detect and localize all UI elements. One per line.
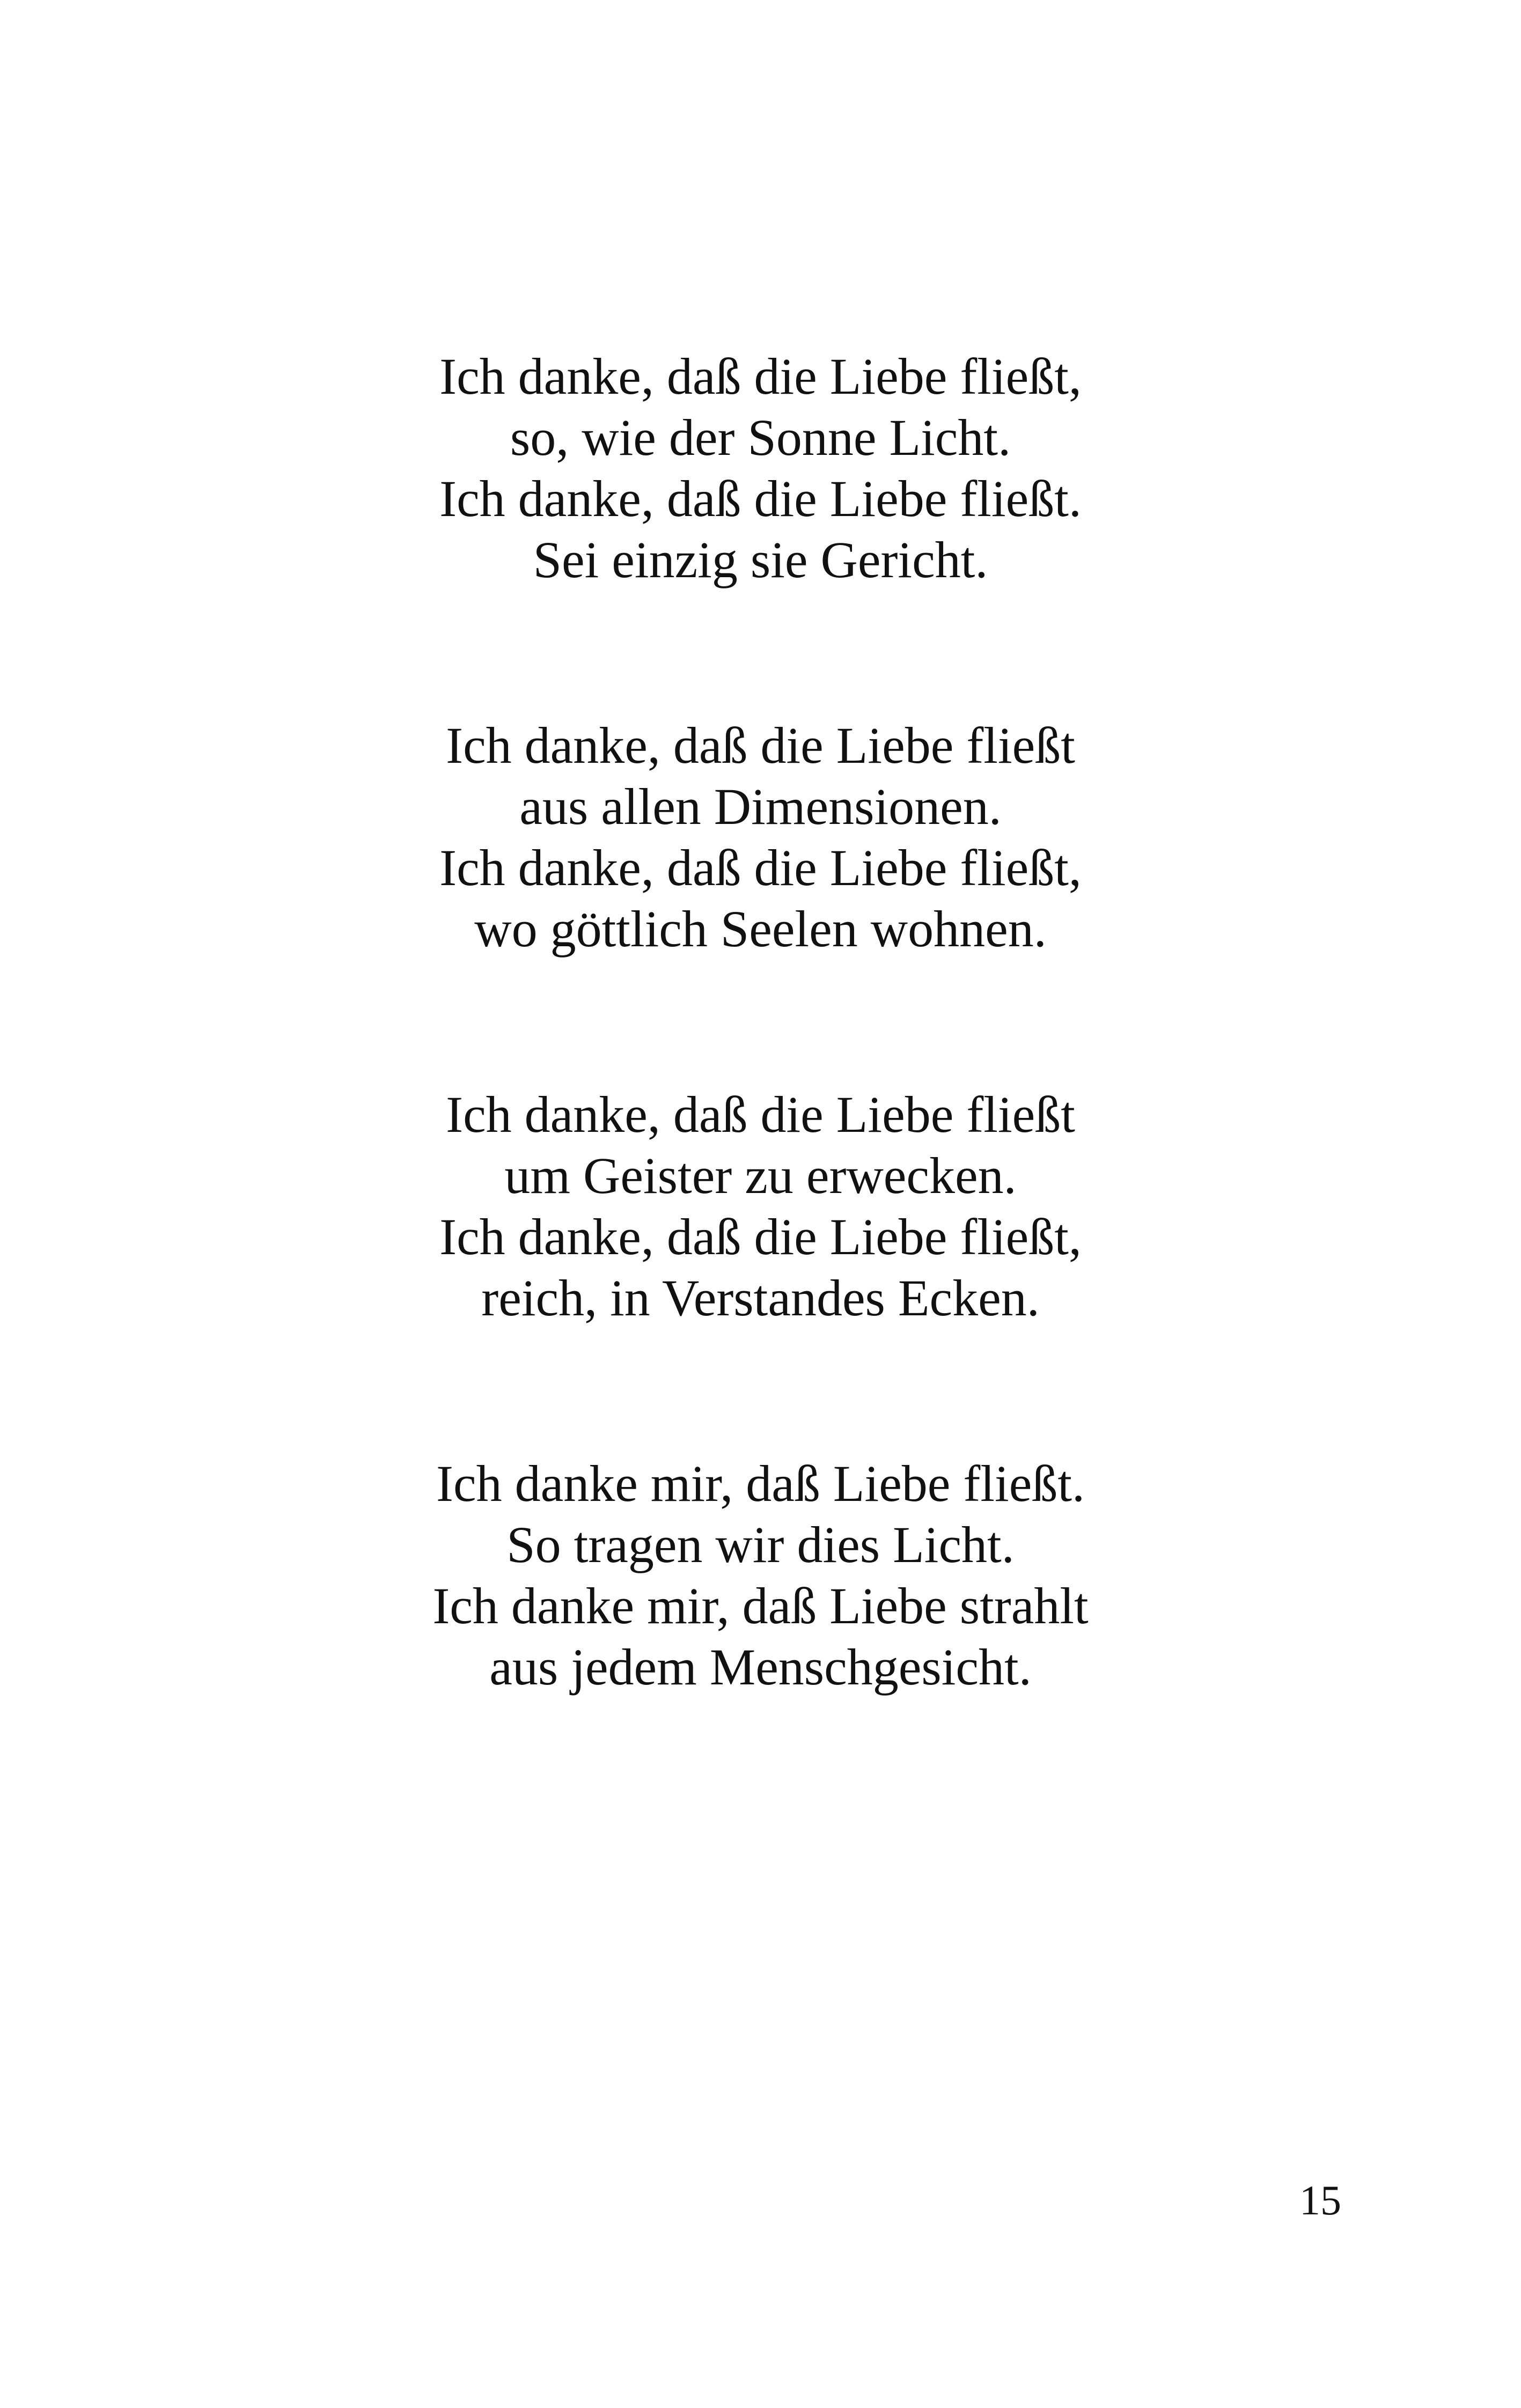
poem-line: Ich danke, daß die Liebe fließt bbox=[446, 1086, 1075, 1143]
poem-line: reich, in Verstandes Ecken. bbox=[481, 1269, 1040, 1327]
stanza-3 bbox=[0, 1084, 1521, 1329]
poem-line: aus jedem Menschgesicht. bbox=[489, 1638, 1032, 1696]
poem-line: Ich danke mir, daß Liebe strahlt bbox=[432, 1577, 1089, 1634]
poem bbox=[0, 346, 1521, 1822]
poem-line: Sei einzig sie Gericht. bbox=[533, 531, 988, 588]
stanza-2 bbox=[0, 715, 1521, 960]
poem-line: Ich danke, daß die Liebe fließt bbox=[446, 717, 1075, 774]
poem-line: Ich danke, daß die Liebe fließt, bbox=[439, 348, 1082, 405]
poem-line: So tragen wir dies Licht. bbox=[506, 1516, 1015, 1573]
poem-line: um Geister zu erwecken. bbox=[504, 1147, 1017, 1204]
poem-line: Ich danke, daß die Liebe fließt, bbox=[439, 839, 1082, 896]
poem-line: Ich danke mir, daß Liebe fließt. bbox=[436, 1455, 1085, 1512]
poem-line: wo göttlich Seelen wohnen. bbox=[474, 900, 1047, 958]
poem-line: Ich danke, daß die Liebe fließt. bbox=[439, 470, 1082, 527]
page-number: 15 bbox=[1299, 2177, 1341, 2223]
poem-line: aus allen Dimensionen. bbox=[519, 778, 1002, 835]
poem-line: Ich danke, daß die Liebe fließt, bbox=[439, 1208, 1082, 1265]
stanza-1 bbox=[0, 346, 1521, 591]
stanza-4 bbox=[0, 1453, 1521, 1698]
poem-line: so, wie der Sonne Licht. bbox=[510, 409, 1011, 466]
